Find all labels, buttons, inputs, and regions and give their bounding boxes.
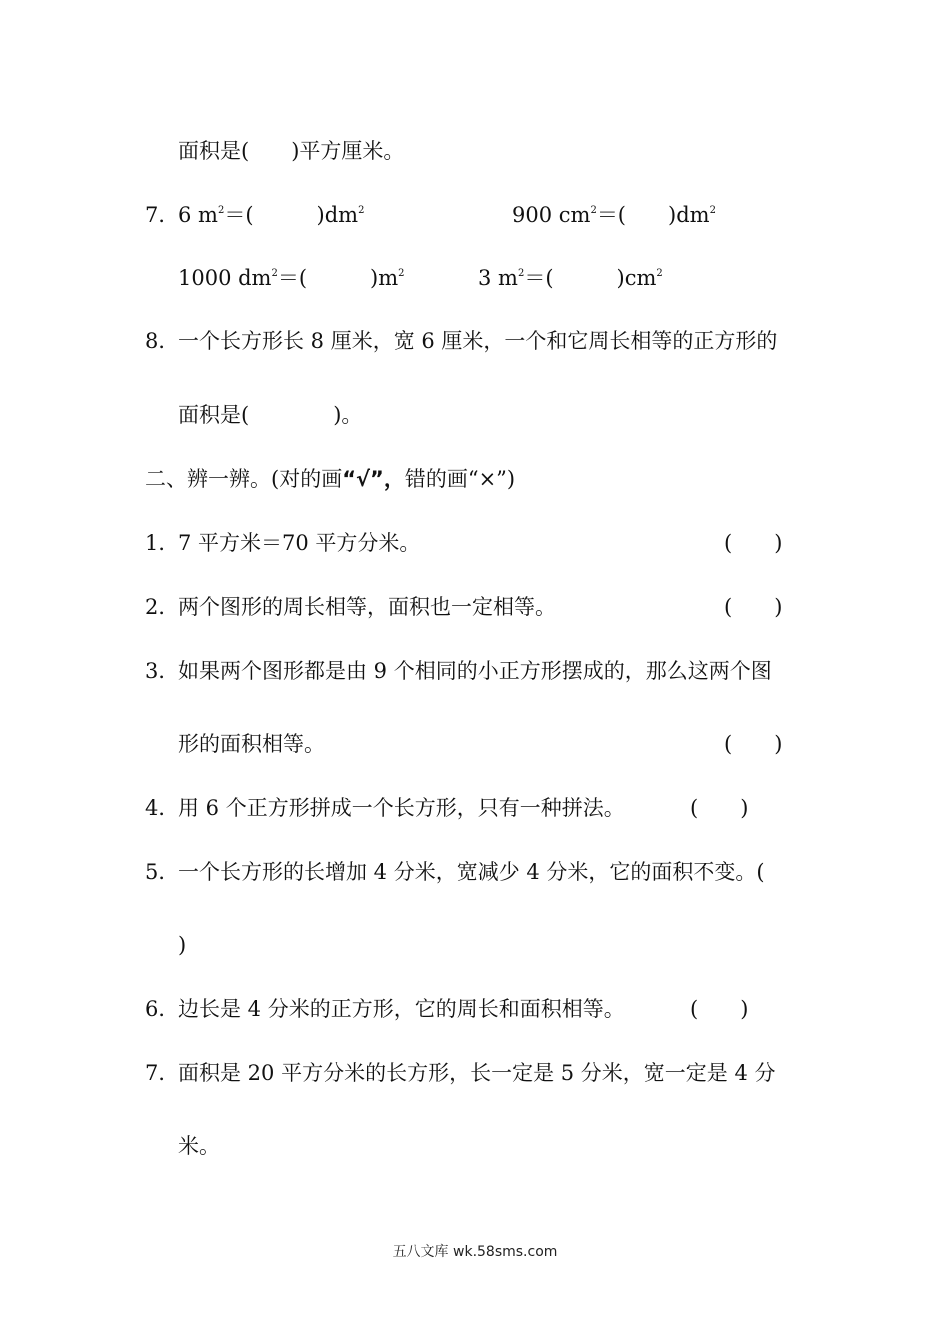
question-number: 7． [145, 1061, 180, 1085]
question-text: 两个图形的周长相等，面积也一定相等。 [178, 595, 556, 619]
continued-text: 面积是( )平方厘米。 [178, 139, 405, 163]
question-number: 4． [145, 796, 180, 820]
question-text: 7 平方米＝70 平方分米。 [178, 531, 421, 555]
conversion-b: 900 $cm^2=$( )$dm^2$ [512, 203, 716, 227]
question-text: 一个长方形的长增加 4 分米，宽减少 4 分米，它的面积不变。( [178, 860, 765, 884]
conversion-c: 1000 $dm^2=$( )$m^2$ [178, 266, 405, 290]
question-text-continued: 形的面积相等。 [178, 732, 325, 756]
question-text: 面积是 20 平方分米的长方形，长一定是 5 分米，宽一定是 4 分 [178, 1061, 776, 1085]
answer-paren[interactable]: ( ) [724, 595, 783, 619]
answer-paren[interactable]: ( ) [724, 531, 783, 555]
answer-paren[interactable]: ( ) [724, 732, 783, 756]
question-number: 1． [145, 531, 180, 555]
question-number: 5． [145, 860, 180, 884]
answer-paren-close[interactable]: ) [178, 933, 187, 957]
conversion-d: 3 $m^2=$( )$cm^2$ [478, 266, 663, 290]
answer-paren[interactable]: ( ) [690, 997, 749, 1021]
question-text-continued: 米。 [178, 1134, 220, 1158]
question-text: 边长是 4 分米的正方形，它的周长和面积相等。 [178, 997, 625, 1021]
question-text: 一个长方形长 8 厘米，宽 6 厘米，一个和它周长相等的正方形的 [178, 329, 778, 353]
question-text-continued: 面积是( )。 [178, 403, 363, 427]
question-text: 如果两个图形都是由 9 个相同的小正方形摆成的，那么这两个图 [178, 659, 772, 683]
question-number: 8． [145, 329, 180, 353]
check-mark-text: “√”， [342, 467, 405, 491]
conversion-a: 6 $m^2=$( )$dm^2$ [178, 203, 365, 227]
answer-paren[interactable]: ( ) [690, 796, 749, 820]
question-number: 7． [145, 203, 180, 227]
question-number: 3． [145, 659, 180, 683]
section-title: 二、辨一辨。(对的画“√”，错的画“×”) [145, 467, 516, 491]
question-number: 2． [145, 595, 180, 619]
question-text: 用 6 个正方形拼成一个长方形，只有一种拼法。 [178, 796, 625, 820]
question-number: 6． [145, 997, 180, 1021]
footer-watermark: 五八文库 wk.58sms.com [392, 1244, 558, 1260]
